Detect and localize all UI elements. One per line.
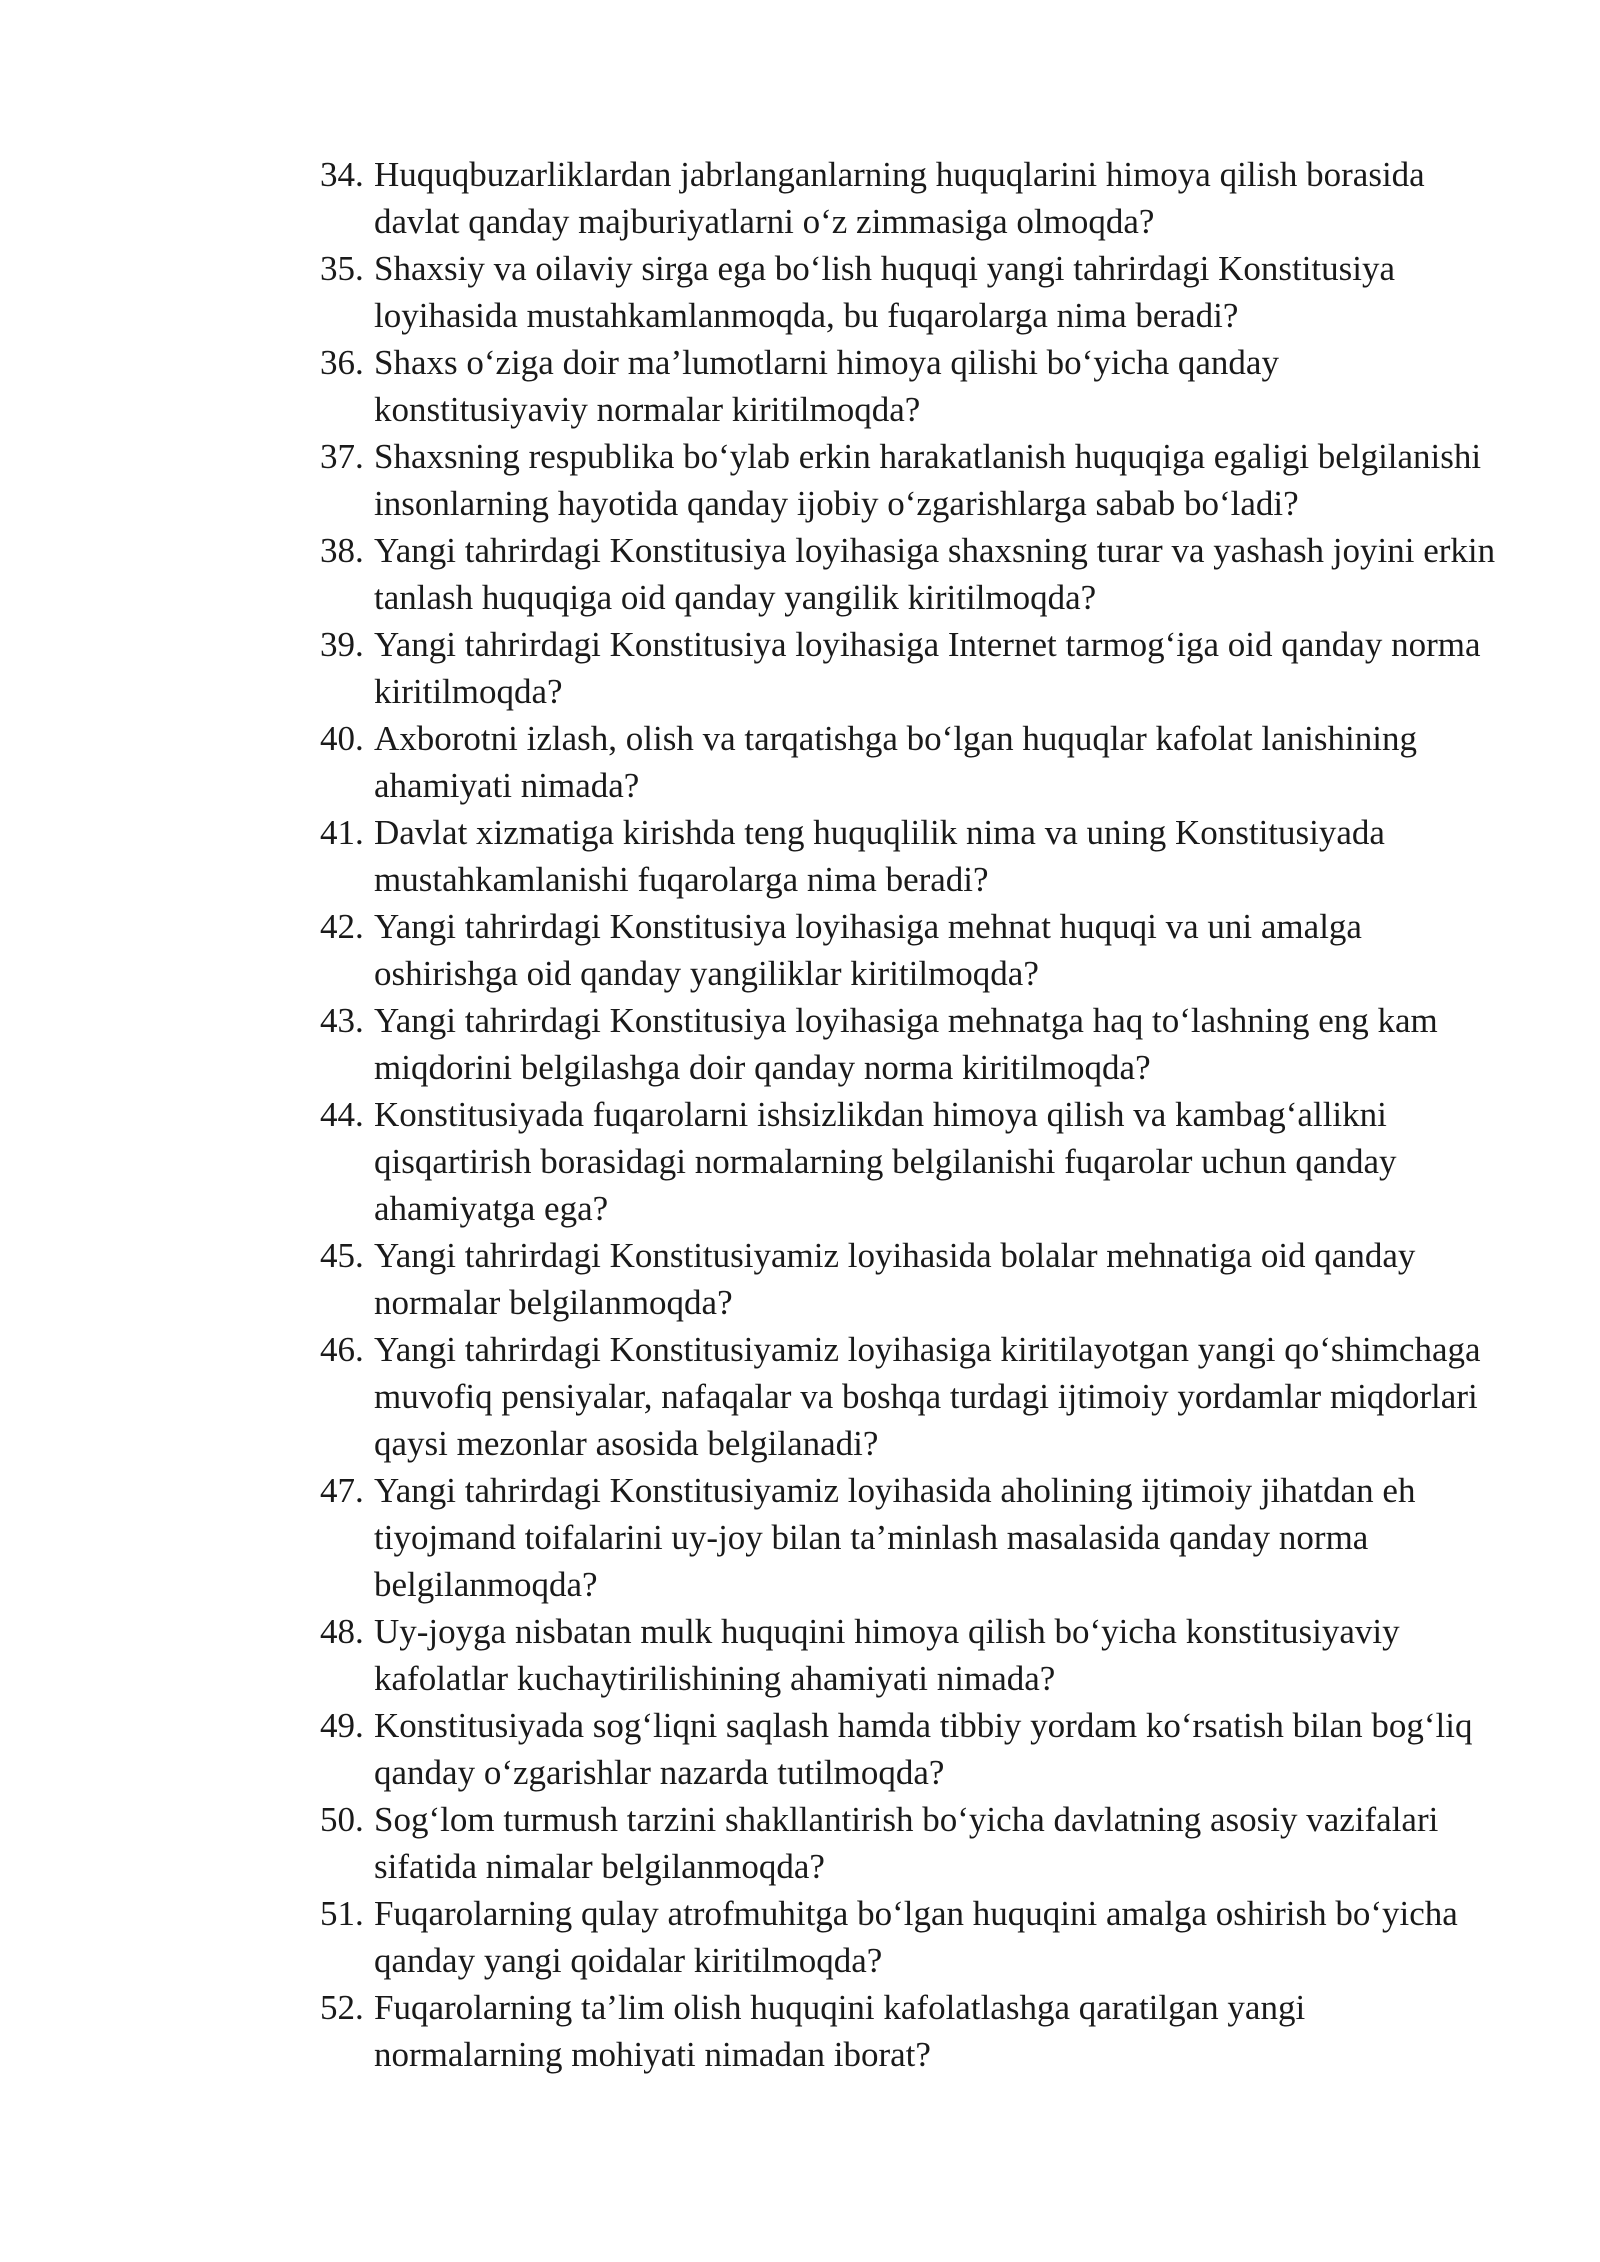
question-number: 45. xyxy=(320,1236,364,1275)
question-number: 36. xyxy=(320,343,364,382)
question-item xyxy=(320,621,1500,715)
question-item xyxy=(320,715,1500,809)
question-number: 44. xyxy=(320,1095,364,1134)
question-text: Yangi tahrirdagi Konstitusiyamiz loyihasida aholining ijtimoiy jihatdan eh tiyojmand toifalarini uy-joy bilan ta’minlash masalasida qanday norma belgilanmoqda? xyxy=(374,1471,1416,1604)
question-item xyxy=(320,997,1500,1091)
question-item xyxy=(320,1702,1500,1796)
question-item xyxy=(320,1608,1500,1702)
question-number: 39. xyxy=(320,625,364,664)
question-number: 41. xyxy=(320,813,364,852)
question-number: 50. xyxy=(320,1800,364,1839)
question-item xyxy=(320,339,1500,433)
question-text: Yangi tahrirdagi Konstitusiya loyihasiga mehnat huquqi va uni amalga oshirishga oid qanday yangiliklar kiritilmoqda? xyxy=(374,907,1362,993)
question-number: 48. xyxy=(320,1612,364,1651)
question-item xyxy=(320,151,1500,245)
question-number: 42. xyxy=(320,907,364,946)
question-number: 47. xyxy=(320,1471,364,1510)
question-text: Yangi tahrirdagi Konstitusiya loyihasiga Internet tarmog‘iga oid qanday norma kiritilmoqda? xyxy=(374,625,1481,711)
question-text: Fuqarolarning ta’lim olish huquqini kafolatlashga qaratilgan yangi normalarning mohiyati nimadan iborat? xyxy=(374,1988,1306,2074)
question-text: Konstitusiyada sog‘liqni saqlash hamda tibbiy yordam ko‘rsatish bilan bog‘liq qanday o‘zgarishlar nazarda tutilmoqda? xyxy=(374,1706,1473,1792)
question-item xyxy=(320,809,1500,903)
question-text: Fuqarolarning qulay atrofmuhitga bo‘lgan huquqini amalga oshirish bo‘yicha qanday yangi qoidalar kiritilmoqda? xyxy=(374,1894,1458,1980)
question-item xyxy=(320,1984,1500,2078)
question-text: Davlat xizmatiga kirishda teng huquqlilik nima va uning Konstitusiyada mustahkamlanishi fuqarolarga nima beradi? xyxy=(374,813,1385,899)
question-number: 52. xyxy=(320,1988,364,2027)
question-number: 49. xyxy=(320,1706,364,1745)
question-number: 37. xyxy=(320,437,364,476)
question-text: Axborotni izlash, olish va tarqatishga bo‘lgan huquqlar kafolat lanishining ahamiyati nimada? xyxy=(374,719,1417,805)
question-item xyxy=(320,1232,1500,1326)
question-number: 35. xyxy=(320,249,364,288)
question-item xyxy=(320,527,1500,621)
question-item xyxy=(320,1467,1500,1608)
question-number: 51. xyxy=(320,1894,364,1933)
question-list xyxy=(320,151,1500,2078)
question-text: Uy-joyga nisbatan mulk huquqini himoya qilish bo‘yicha konstitusiyaviy kafolatlar kuchaytirilishining ahamiyati nimada? xyxy=(374,1612,1400,1698)
question-item xyxy=(320,433,1500,527)
question-item xyxy=(320,1890,1500,1984)
question-item xyxy=(320,1796,1500,1890)
question-text: Yangi tahrirdagi Konstitusiya loyihasiga shaxsning turar va yashash joyini erkin tanlash huquqiga oid qanday yangilik kiritilmoqda? xyxy=(374,531,1496,617)
question-number: 43. xyxy=(320,1001,364,1040)
question-text: Yangi tahrirdagi Konstitusiya loyihasiga mehnatga haq to‘lashning eng kam miqdorini belgilashga doir qanday norma kiritilmoqda? xyxy=(374,1001,1438,1087)
question-number: 40. xyxy=(320,719,364,758)
question-text: Shaxs o‘ziga doir ma’lumotlarni himoya qilishi bo‘yicha qanday konstitusiyaviy normalar kiritilmoqda? xyxy=(374,343,1279,429)
question-text: Yangi tahrirdagi Konstitusiyamiz loyihasida bolalar mehnatiga oid qanday normalar belgilanmoqda? xyxy=(374,1236,1416,1322)
question-number: 38. xyxy=(320,531,364,570)
question-number: 34. xyxy=(320,155,364,194)
question-text: Shaxsiy va oilaviy sirga ega bo‘lish huquqi yangi tahrirdagi Konstitusiya loyihasida mustahkamlanmoqda, bu fuqarolarga nima beradi? xyxy=(374,249,1396,335)
question-text: Konstitusiyada fuqarolarni ishsizlikdan himoya qilish va kambag‘allikni qisqartirish borasidagi normalarning belgilanishi fuqarolar uchun qanday ahamiyatga ega? xyxy=(374,1095,1397,1228)
question-item xyxy=(320,1326,1500,1467)
question-item xyxy=(320,1091,1500,1232)
question-text: Huquqbuzarliklardan jabrlanganlarning huquqlarini himoya qilish borasida davlat qanday majburiyatlarni o‘z zimmasiga olmoqda? xyxy=(374,155,1425,241)
question-item xyxy=(320,245,1500,339)
question-text: Shaxsning respublika bo‘ylab erkin harakatlanish huquqiga egaligi belgilanishi insonlarning hayotida qanday ijobiy o‘zgarishlarga sabab bo‘ladi? xyxy=(374,437,1482,523)
question-item xyxy=(320,903,1500,997)
question-number: 46. xyxy=(320,1330,364,1369)
question-text: Yangi tahrirdagi Konstitusiyamiz loyihasiga kiritilayotgan yangi qo‘shimchaga muvofiq pensiyalar, nafaqalar va boshqa turdagi ijtimoiy yordamlar miqdorlari qaysi mezonlar asosida belgilanadi? xyxy=(374,1330,1481,1463)
question-text: Sog‘lom turmush tarzini shakllantirish bo‘yicha davlatning asosiy vazifalari sifatida nimalar belgilanmoqda? xyxy=(374,1800,1439,1886)
